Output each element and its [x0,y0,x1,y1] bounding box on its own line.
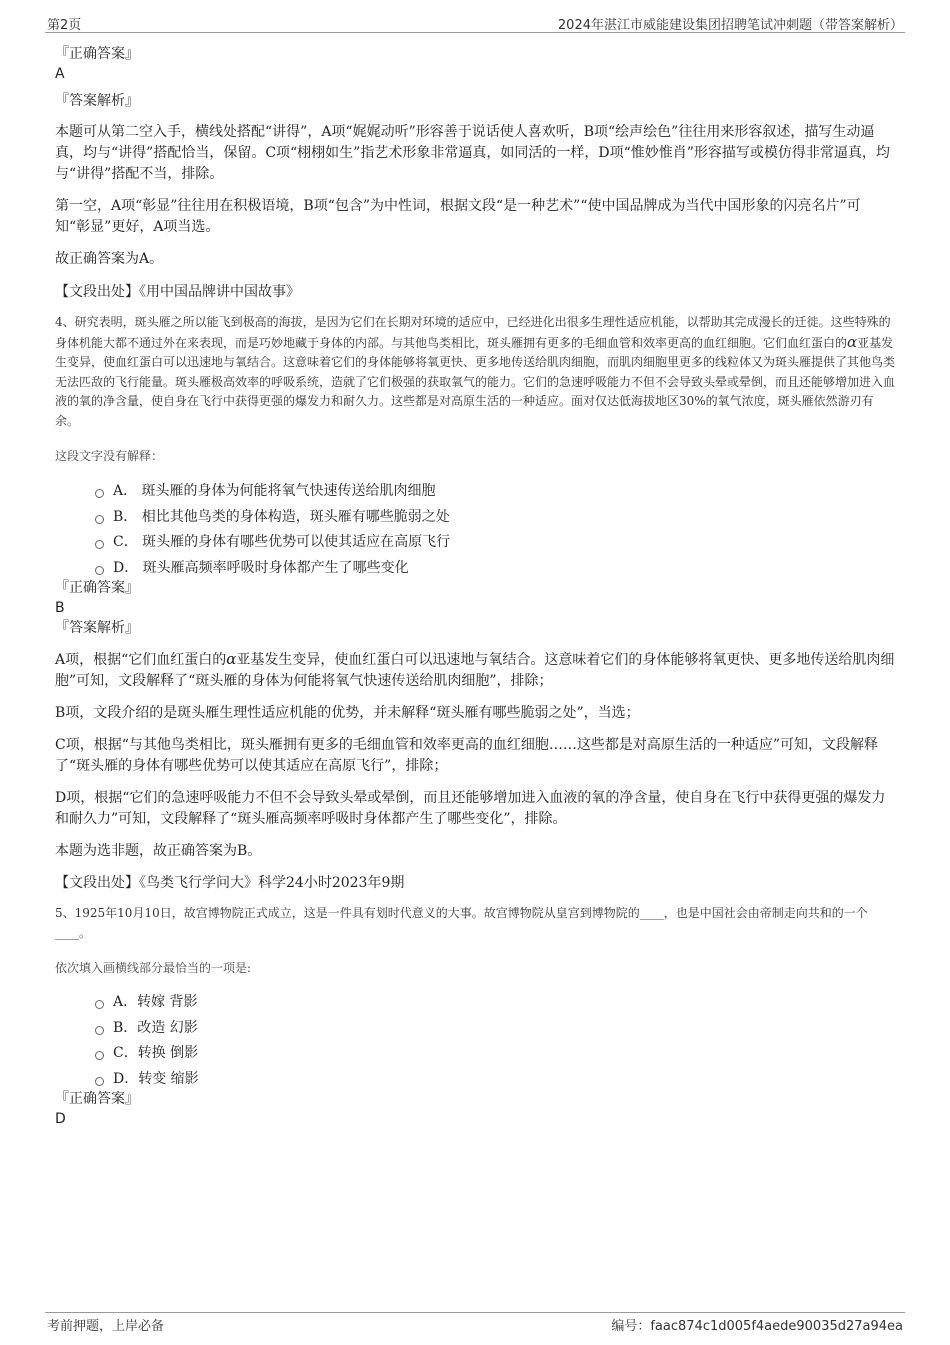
page-header [45,14,905,33]
radio-icon[interactable] [95,1077,104,1086]
answer-label: 『正确答案』 [55,580,139,596]
option-a[interactable]: A．转嫁 背影 [95,992,895,1018]
footer-slogan: 考前押题，上岸必备 [47,1319,165,1334]
page-number: 第2页 [47,18,82,33]
alpha-symbol: α [226,650,237,668]
analysis-paragraph: 第一空，A项“彰显”往往用在积极语境，B项“包含”为中性词，根据文段“是一种艺术”“使中国品牌成为当代中国形象的闪亮名片”可知“彰显”更好，A项当选。 [55,198,861,235]
page-footer [45,1312,905,1333]
radio-icon[interactable] [95,566,104,575]
option-b[interactable]: B．改造 幻影 [95,1018,895,1044]
option-d[interactable]: D． 斑头雁高频率呼吸时身体都产生了哪些变化 [95,558,895,584]
analysis-label: 『答案解析』 [55,620,139,636]
answer-value: D [55,1111,66,1127]
source-citation: 【文段出处】《鸟类飞行学问大》科学24小时2023年9期 [55,875,405,891]
options-list [95,992,895,1094]
radio-icon[interactable] [95,1026,104,1035]
question-stem: 5、1925年10月10日，故宫博物院正式成立，这是一件具有划时代意义的大事。故宫博物院从皇宫到博物院的____，也是中国社会由帝制走向共和的一个____。 [55,906,868,940]
answer-label: 『正确答案』 [55,46,139,62]
document-title: 2024年湛江市威能建设集团招聘笔试冲刺题（带答案解析） [557,18,903,33]
analysis-paragraph: A项，根据“它们血红蛋白的α亚基发生变异，使血红蛋白可以迅速地与氧结合。这意味着它们的身体能够将氧更快、更多地传送给肌肉细胞”可知，文段解释了“斑头雁的身体为何能将氧气快速传送给肌肉细胞”，排除； [55,650,895,689]
question-stem: 4、研究表明，斑头雁之所以能飞到极高的海拔，是因为它们在长期对环境的适应中，已经进化出很多生理性适应机能，以帮助其完成漫长的迁徙。这些特殊的身体机能大都不通过外在来表现，而是巧妙地藏于身体的内部。与其他鸟类相比，斑头雁拥有更多的毛细血管和效率更高的血红细胞。它们血红蛋白的α亚基发生变异，使血红蛋白可以迅速地与氧结合。这意味着它们的身体能够将氧更快、更多地传送给肌肉细胞，而肌肉细胞里更多的线粒体又为斑头雁提供了其他鸟类无法匹敌的飞行能量。斑头雁极高效率的呼吸系统，造就了它们极强的获取氧气的能力。它们的急速呼吸能力不但不会导致头晕或晕倒，而且还能够增加进入血液的氧的净含量，使自身在飞行中获得更强的爆发力和耐久力。这些都是对高原生活的一种适应。面对仅达低海拔地区30%的氧气浓度，斑头雁依然游刃有余。 [55,315,896,428]
question-prompt: 这段文字没有解释： [55,449,164,463]
analysis-paragraph: C项，根据“与其他鸟类相比，斑头雁拥有更多的毛细血管和效率更高的血红细胞……这些都是对高原生活的一种适应”可知，文段解释了“斑头雁的身体有哪些优势可以使其适应在高原飞行”，排除； [55,737,879,774]
question-4 [55,313,895,894]
radio-icon[interactable] [95,1000,104,1009]
option-c[interactable]: C．转换 倒影 [95,1043,895,1069]
options-list [95,481,895,583]
analysis-paragraph: D项，根据“它们的急速呼吸能力不但不会导致头晕或晕倒，而且还能够增加进入血液的氧的净含量，使自身在飞行中获得更强的爆发力和耐久力”可知，文段解释了“斑头雁高频率呼吸时身体都产生了哪些变化”，排除。 [55,790,886,827]
alpha-symbol: α [847,332,858,351]
radio-icon[interactable] [95,489,104,498]
analysis-conclusion: 本题为选非题，故正确答案为B。 [55,843,262,859]
option-b[interactable]: B． 相比其他鸟类的身体构造，斑头雁有哪些脆弱之处 [95,507,895,533]
radio-icon[interactable] [95,515,104,524]
option-c[interactable]: C． 斑头雁的身体有哪些优势可以使其适应在高原飞行 [95,532,895,558]
analysis-paragraph: 本题可从第二空入手，横线处搭配“讲得”，A项“娓娓动听”形容善于说话使人喜欢听，B项“绘声绘色”往往用来形容叙述，描写生动逼真，均与“讲得”搭配恰当，保留。C项“栩栩如生”指艺术形象非常逼真，如同活的一样，D项“惟妙惟肖”形容描写或模仿得非常逼真，均与“讲得”搭配不当，排除。 [55,124,890,182]
option-a[interactable]: A． 斑头雁的身体为何能将氧气快速传送给肌肉细胞 [95,481,895,507]
radio-icon[interactable] [95,1051,104,1060]
analysis-label: 『答案解析』 [55,93,139,109]
option-d[interactable]: D．转变 缩影 [95,1069,895,1095]
radio-icon[interactable] [95,540,104,549]
document-body [55,44,895,1129]
answer-value: B [55,600,65,616]
question-prompt: 依次填入画横线部分最恰当的一项是: [55,961,252,975]
question-5 [55,904,895,1129]
analysis-conclusion: 故正确答案为A。 [55,251,164,267]
answer-value: A [55,66,65,82]
analysis-paragraph: B项，文段介绍的是斑头雁生理性适应机能的优势，并未解释“斑头雁有哪些脆弱之处”，当选； [55,705,640,721]
source-citation: 【文段出处】《用中国品牌讲中国故事》 [55,284,300,300]
document-serial: 编号：faac874c1d005f4aede90035d27a94ea [611,1319,903,1334]
answer-label: 『正确答案』 [55,1091,139,1107]
question-3-tail [55,44,895,303]
